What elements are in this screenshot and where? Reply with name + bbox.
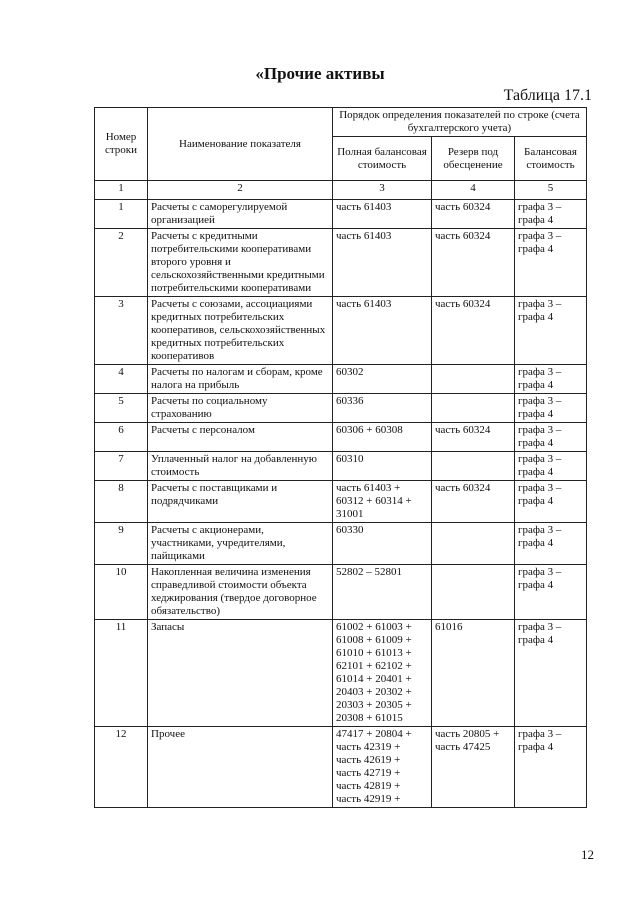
reserve-line: часть 60324	[435, 298, 491, 310]
row-balance: графа 3 – графа 4	[515, 727, 587, 808]
table-row	[95, 365, 587, 394]
col-number: 1	[95, 181, 148, 200]
full-line: часть 61403	[336, 201, 392, 213]
row-reserve	[432, 481, 515, 523]
full-line: 60330	[336, 524, 364, 536]
full-line: 20308 + 61015	[336, 712, 403, 724]
col-number: 3	[333, 181, 432, 200]
row-number: 12	[95, 727, 148, 808]
col-number: 4	[432, 181, 515, 200]
table-row	[95, 523, 587, 565]
reserve-line: часть 60324	[435, 201, 491, 213]
header-group: Порядок определения показателей по строке (счета бухгалтерского учета)	[333, 108, 587, 137]
row-number: 2	[95, 229, 148, 297]
row-name: Расчеты по социальному страхованию	[148, 394, 333, 423]
header-full: Полная балансовая стоимость	[333, 137, 432, 181]
full-line: 20403 + 20302 +	[336, 686, 412, 698]
row-reserve	[432, 620, 515, 727]
reserve-line: часть 60324	[435, 482, 491, 494]
table-label: Таблица 17.1	[503, 87, 592, 104]
table-row	[95, 481, 587, 523]
row-number: 10	[95, 565, 148, 620]
row-number: 7	[95, 452, 148, 481]
reserve-line: часть 60324	[435, 230, 491, 242]
reserve-line: часть 60324	[435, 424, 491, 436]
row-balance: графа 3 – графа 4	[515, 620, 587, 727]
row-number: 8	[95, 481, 148, 523]
row-reserve	[432, 200, 515, 229]
row-full	[333, 394, 432, 423]
row-full	[333, 229, 432, 297]
full-line: 61010 + 61013 +	[336, 647, 412, 659]
row-number: 11	[95, 620, 148, 727]
full-line: 60310	[336, 453, 364, 465]
row-name: Расчеты с союзами, ассоциациями кредитных потребительских кооперативов, сельскохозяйственных кредитных потребительских кооперативов	[148, 297, 333, 365]
header-balance: Балансовая стоимость	[515, 137, 587, 181]
table-row	[95, 727, 587, 808]
full-line: часть 61403	[336, 230, 392, 242]
full-line: часть 42719 +	[336, 767, 401, 779]
full-line: 60336	[336, 395, 364, 407]
col-number: 5	[515, 181, 587, 200]
full-line: 61002 + 61003 +	[336, 621, 412, 633]
row-full	[333, 423, 432, 452]
reserve-line: часть 47425	[435, 741, 491, 753]
page-number: 12	[581, 847, 594, 862]
table-row	[95, 200, 587, 229]
row-balance: графа 3 – графа 4	[515, 523, 587, 565]
assets-table	[94, 107, 587, 808]
row-name: Прочее	[148, 727, 333, 808]
row-balance: графа 3 – графа 4	[515, 452, 587, 481]
full-line: 61008 + 61009 +	[336, 634, 412, 646]
row-balance: графа 3 – графа 4	[515, 297, 587, 365]
row-reserve	[432, 423, 515, 452]
reserve-line: часть 20805 +	[435, 728, 500, 740]
row-number: 9	[95, 523, 148, 565]
row-reserve	[432, 365, 515, 394]
row-name: Расчеты по налогам и сборам, кроме налога на прибыль	[148, 365, 333, 394]
row-reserve	[432, 297, 515, 365]
row-name: Накопленная величина изменения справедливой стоимости объекта хеджирования (твердое договорное обязательство)	[148, 565, 333, 620]
row-name: Расчеты с саморегулируемой организацией	[148, 200, 333, 229]
full-line: 20303 + 20305 +	[336, 699, 412, 711]
row-full	[333, 297, 432, 365]
row-name: Расчеты с акционерами, участниками, учредителями, пайщиками	[148, 523, 333, 565]
row-balance: графа 3 – графа 4	[515, 229, 587, 297]
header-row-no: Номер строки	[95, 108, 148, 181]
full-line: часть 42819 +	[336, 780, 401, 792]
full-line: 60306 + 60308	[336, 424, 403, 436]
full-line: часть 42319 +	[336, 741, 401, 753]
row-balance: графа 3 – графа 4	[515, 394, 587, 423]
row-full	[333, 727, 432, 808]
row-balance: графа 3 – графа 4	[515, 200, 587, 229]
full-line: 47417 + 20804 +	[336, 728, 412, 740]
row-name: Расчеты с поставщиками и подрядчиками	[148, 481, 333, 523]
table-row	[95, 297, 587, 365]
row-balance: графа 3 – графа 4	[515, 365, 587, 394]
row-name: Запасы	[148, 620, 333, 727]
header-reserve: Резерв под обесценение	[432, 137, 515, 181]
row-number: 3	[95, 297, 148, 365]
full-line: 62101 + 62102 +	[336, 660, 412, 672]
table-row	[95, 394, 587, 423]
row-number: 6	[95, 423, 148, 452]
row-reserve	[432, 452, 515, 481]
header-name: Наименование показателя	[148, 108, 333, 181]
table-row	[95, 229, 587, 297]
row-reserve	[432, 394, 515, 423]
row-reserve	[432, 565, 515, 620]
row-balance: графа 3 – графа 4	[515, 481, 587, 523]
row-name: Уплаченный налог на добавленную стоимость	[148, 452, 333, 481]
row-reserve	[432, 727, 515, 808]
table-row	[95, 423, 587, 452]
table-row	[95, 565, 587, 620]
row-reserve	[432, 229, 515, 297]
row-number: 1	[95, 200, 148, 229]
row-reserve	[432, 523, 515, 565]
row-full	[333, 523, 432, 565]
full-line: часть 61403 +	[336, 482, 401, 494]
full-line: часть 42619 +	[336, 754, 401, 766]
row-full	[333, 365, 432, 394]
full-line: 60312 + 60314 +	[336, 495, 412, 507]
row-full	[333, 481, 432, 523]
full-line: часть 42919 +	[336, 793, 401, 805]
reserve-line: 61016	[435, 621, 463, 633]
full-line: 31001	[336, 508, 364, 520]
full-line: 61014 + 20401 +	[336, 673, 412, 685]
row-name: Расчеты с кредитными потребительскими кооперативами второго уровня и сельскохозяйственными кредитными потребительскими кооперативами	[148, 229, 333, 297]
col-number: 2	[148, 181, 333, 200]
table-row	[95, 452, 587, 481]
row-full	[333, 200, 432, 229]
row-full	[333, 620, 432, 727]
row-balance: графа 3 – графа 4	[515, 423, 587, 452]
full-line: часть 61403	[336, 298, 392, 310]
row-balance: графа 3 – графа 4	[515, 565, 587, 620]
full-line: 52802 – 52801	[336, 566, 402, 578]
row-number: 4	[95, 365, 148, 394]
full-line: 60302	[336, 366, 364, 378]
row-name: Расчеты с персоналом	[148, 423, 333, 452]
row-full	[333, 452, 432, 481]
row-number: 5	[95, 394, 148, 423]
table-row	[95, 620, 587, 727]
row-full	[333, 565, 432, 620]
section-title: «Прочие активы	[255, 64, 385, 83]
